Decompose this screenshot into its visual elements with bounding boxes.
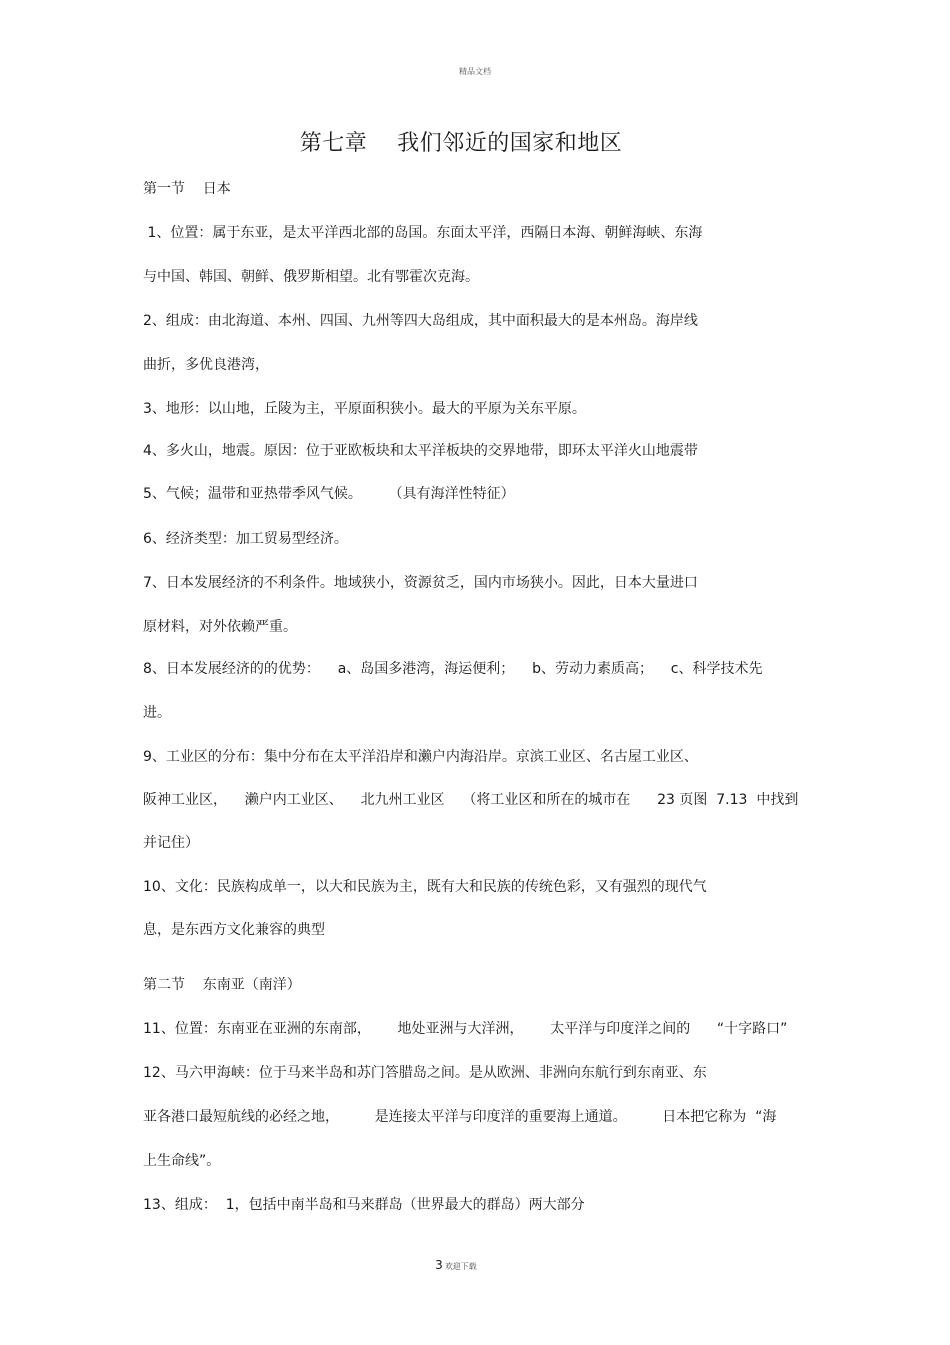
paragraph-line: 息，是东西方文化兼容的典型 <box>143 922 325 938</box>
page-footer <box>0 1258 912 1272</box>
paragraph-line: 上生命线”。 <box>143 1153 221 1169</box>
paragraph-line: 并记住） <box>143 835 199 851</box>
paragraph-line: 6、经济类型：加工贸易型经济。 <box>143 531 348 547</box>
page-number: 3 <box>435 1258 443 1272</box>
paragraph-line: 3、地形：以山地，丘陵为主，平原面积狭小。最大的平原为关东平原。 <box>143 401 586 417</box>
paragraph-line: 12、马六甲海峡：位于马来半岛和苏门答腊岛之间。是从欧洲、非洲向东航行到东南亚、东 <box>143 1065 707 1081</box>
chapter-title: 第七章 我们邻近的国家和地区 <box>299 131 623 156</box>
paragraph-line: 8、日本发展经济的的优势： a、岛国多港湾，海运便利； b、劳动力素质高； c、科学技术先 <box>143 661 763 677</box>
paragraph-line: 7、日本发展经济的不利条件。地域狭小，资源贫乏，国内市场狭小。因此，日本大量进口 <box>143 575 698 591</box>
paragraph-line: 9、工业区的分布：集中分布在太平洋沿岸和濑户内海沿岸。京滨工业区、名古屋工业区、 <box>143 749 698 765</box>
section-heading-southeast-asia: 第二节 东南亚（南洋） <box>143 977 301 993</box>
page-header: 精品文档 <box>459 67 491 76</box>
paragraph-line: 与中国、韩国、朝鲜、俄罗斯相望。北有鄂霍次克海。 <box>143 269 479 285</box>
paragraph-line: 阪神工业区， 濑户内工业区、 北九州工业区 （将工业区和所在的城市在 23 页图 7.13 中找到 <box>143 792 799 808</box>
paragraph-line: 进。 <box>143 705 171 721</box>
footer-label: 欢迎下载 <box>444 1262 477 1271</box>
section-heading-japan: 第一节 日本 <box>143 181 231 197</box>
paragraph-line: 4、多火山，地震。原因：位于亚欧板块和太平洋板块的交界地带，即环太平洋火山地震带 <box>143 443 698 459</box>
paragraph-line: 曲折，多优良港湾， <box>143 357 269 373</box>
paragraph-line: 5、气候；温带和亚热带季风气候。 （具有海洋性特征） <box>143 486 515 502</box>
paragraph-line: 2、组成：由北海道、本州、四国、九州等四大岛组成，其中面积最大的是本州岛。海岸线 <box>143 313 698 329</box>
paragraph-line: 11、位置：东南亚在亚洲的东南部， 地处亚洲与大洋洲， 太平洋与印度洋之间的 “十字路口” <box>143 1021 788 1037</box>
paragraph-line: 10、文化：民族构成单一，以大和民族为主，既有大和民族的传统色彩，又有强烈的现代气 <box>143 879 707 895</box>
paragraph-line: 13、组成： 1，包括中南半岛和马来群岛（世界最大的群岛）两大部分 <box>143 1197 585 1213</box>
paragraph-line: 亚各港口最短航线的必经之地， 是连接太平洋与印度洋的重要海上通道。 日本把它称为 “海 <box>143 1109 777 1125</box>
paragraph-line: 1、位置：属于东亚，是太平洋西北部的岛国。东面太平洋，西隔日本海、朝鲜海峡、东海 <box>143 225 703 241</box>
paragraph-line: 原材料，对外依赖严重。 <box>143 619 297 635</box>
